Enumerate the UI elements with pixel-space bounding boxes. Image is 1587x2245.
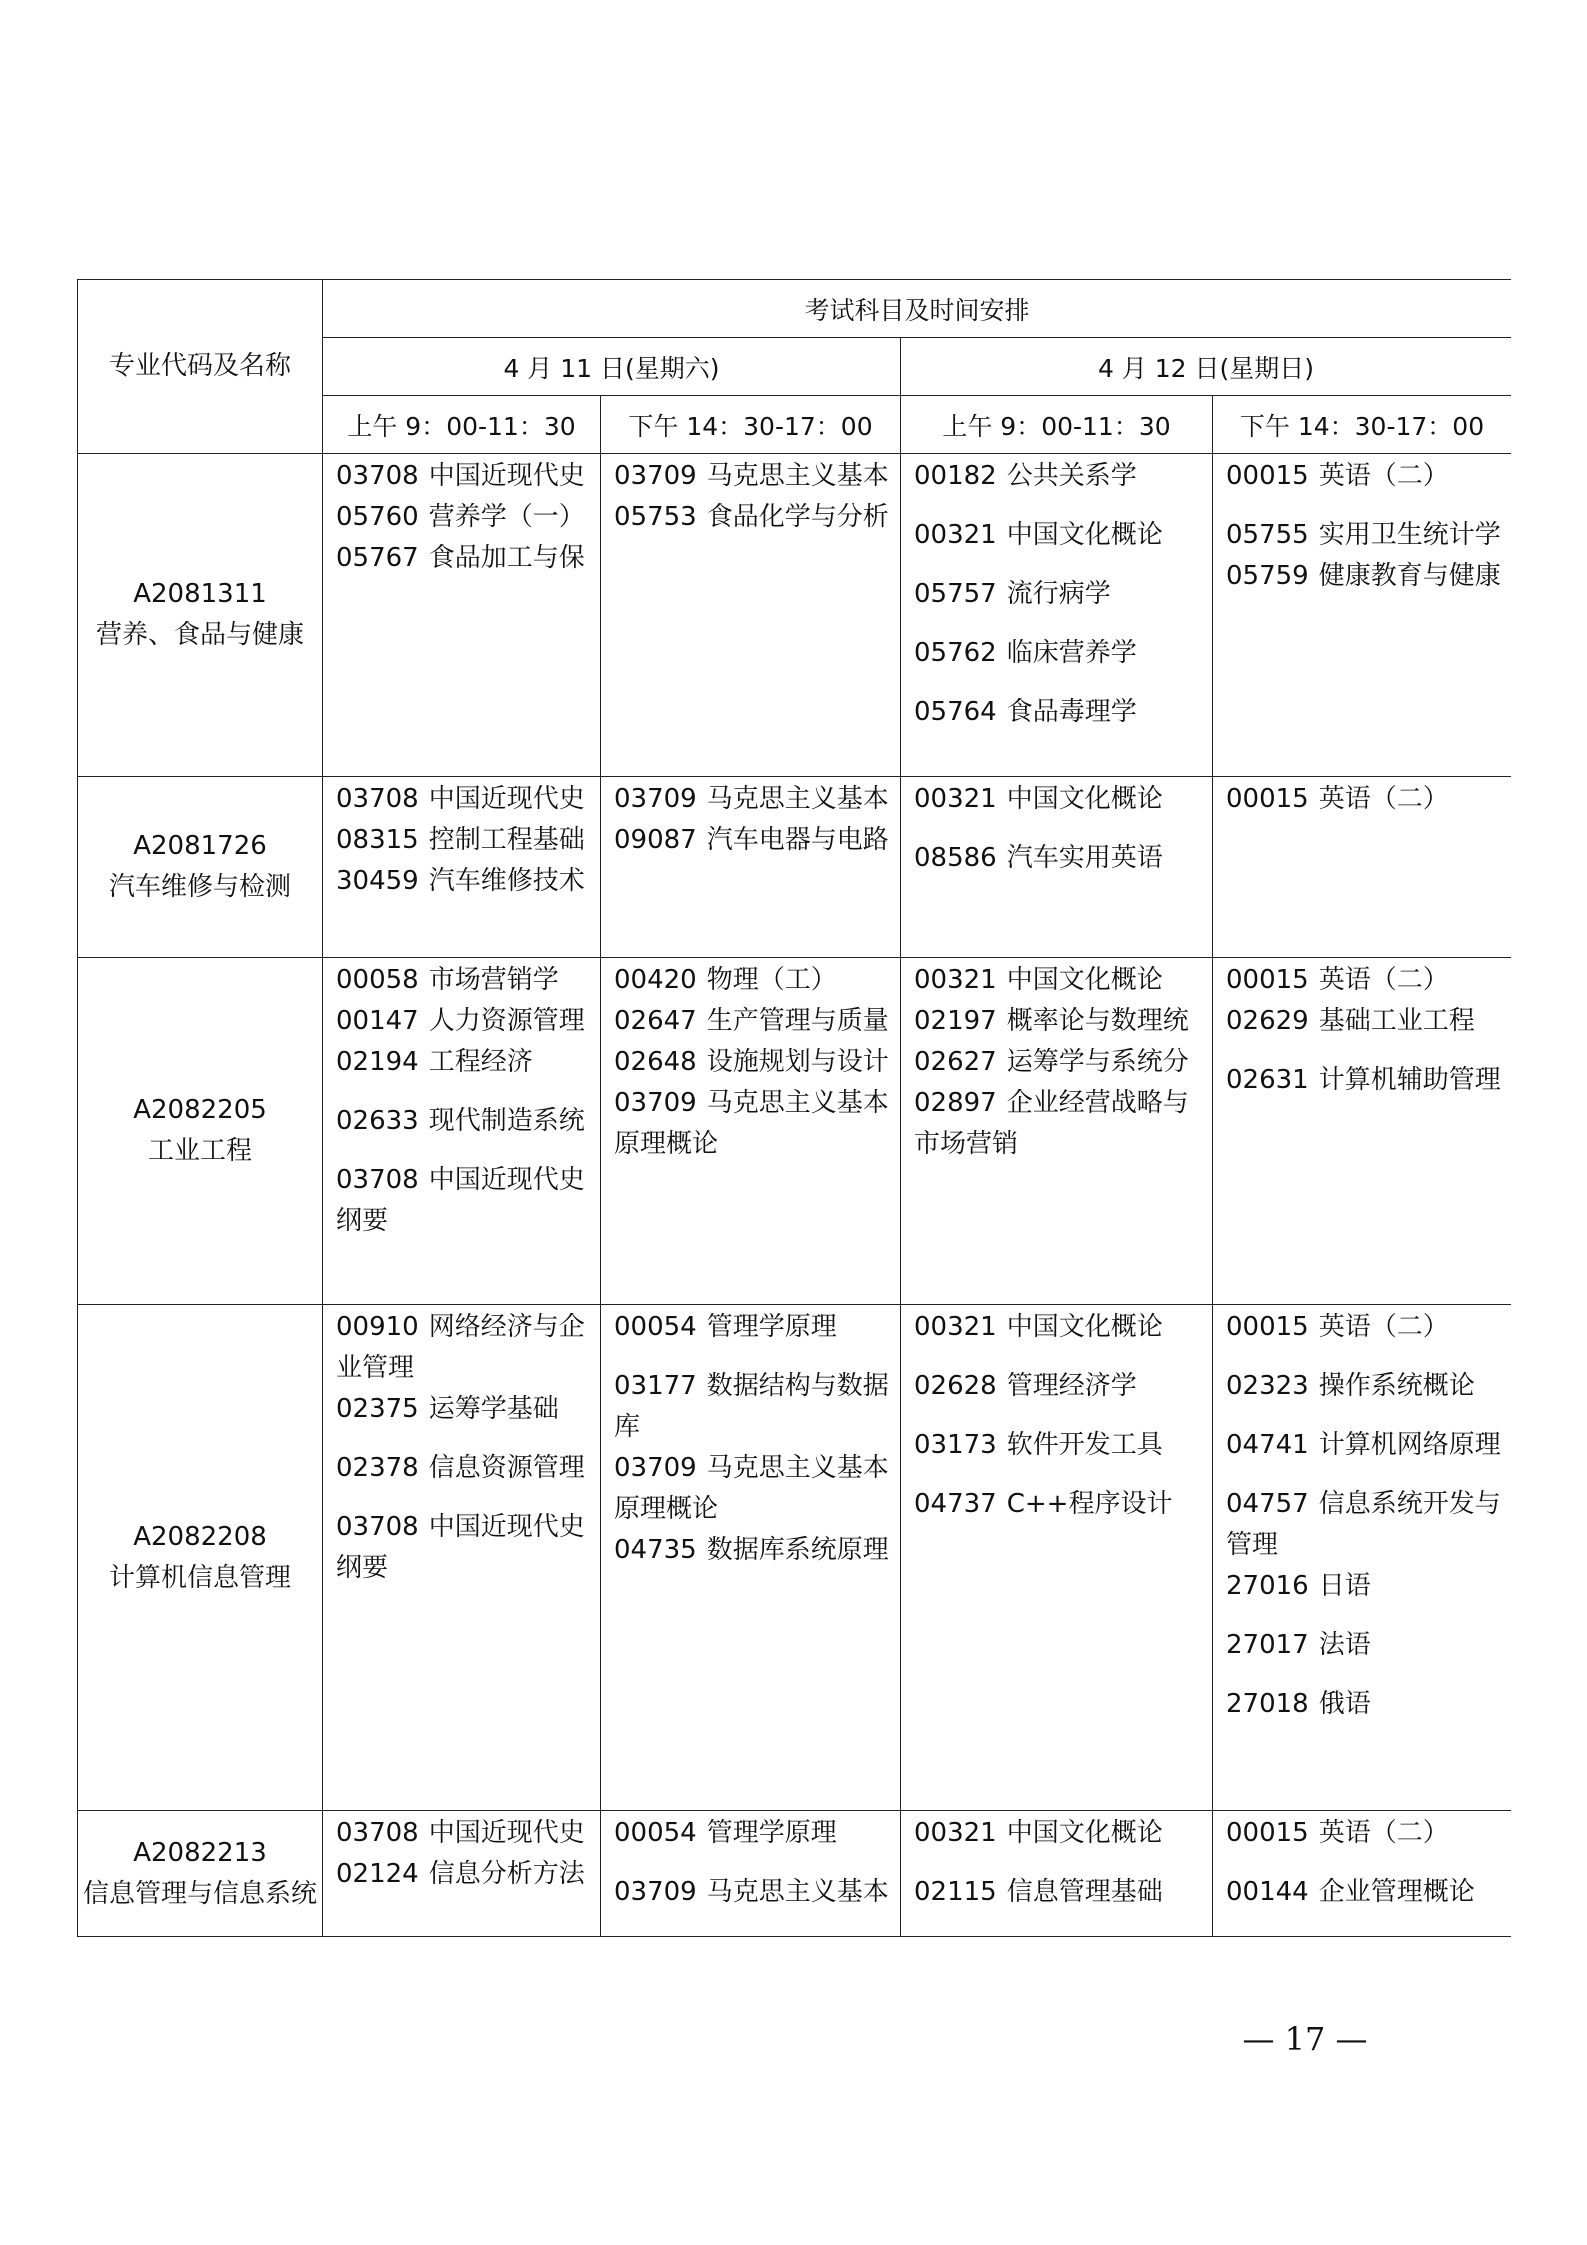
course-name: 中国近现代史 bbox=[428, 1818, 585, 1844]
course-code: 00321 bbox=[914, 520, 997, 550]
course-cell bbox=[601, 1811, 901, 1937]
course-name: 实用卫生统计学 bbox=[1318, 520, 1501, 550]
course-entry bbox=[1226, 1307, 1501, 1348]
course-code: 00321 bbox=[914, 1312, 997, 1342]
course-code: 00910 bbox=[336, 1312, 419, 1342]
course-name: 工程经济 bbox=[428, 1047, 533, 1077]
major-code: A2082208 bbox=[133, 1521, 267, 1552]
course-name: 马克思主义基本 bbox=[706, 1877, 889, 1903]
course-entry bbox=[914, 1307, 1202, 1348]
course-name: 计算机网络原理 bbox=[1318, 1430, 1501, 1460]
course-code: 02628 bbox=[914, 1371, 997, 1401]
course-entry bbox=[1226, 556, 1501, 587]
course-name: 汽车实用英语 bbox=[1006, 843, 1163, 869]
slot-header-sun-pm: 下午 14：30-17：00 bbox=[1213, 396, 1512, 454]
course-name: 计算机辅助管理 bbox=[1318, 1065, 1501, 1095]
course-code: 03708 bbox=[336, 784, 419, 810]
course-code: 05762 bbox=[914, 638, 997, 668]
course-code: 00015 bbox=[1226, 784, 1309, 814]
course-name: 中国近现代史 bbox=[428, 461, 585, 487]
course-entry bbox=[1226, 1425, 1501, 1466]
course-name: 操作系统概论 bbox=[1318, 1371, 1475, 1401]
course-entry bbox=[336, 820, 590, 861]
course-entry bbox=[336, 960, 590, 1001]
course-entry bbox=[1226, 1060, 1501, 1101]
course-name: 运筹学与系统分 bbox=[1006, 1047, 1189, 1073]
course-entry bbox=[1226, 456, 1501, 497]
course-cell bbox=[1213, 958, 1512, 1305]
course-name: 英语（二） bbox=[1318, 461, 1449, 491]
course-name: 数据结构与数据库 bbox=[614, 1371, 889, 1442]
course-cell bbox=[901, 1305, 1213, 1811]
exam-schedule-page bbox=[77, 279, 1511, 1943]
course-entry bbox=[1226, 1813, 1501, 1854]
course-entry bbox=[1226, 1566, 1501, 1607]
course-name: 概率论与数理统 bbox=[1006, 1006, 1189, 1032]
major-cell bbox=[78, 1305, 323, 1811]
course-entry bbox=[914, 779, 1202, 820]
course-entry bbox=[614, 820, 890, 851]
course-code: 04757 bbox=[1226, 1489, 1309, 1519]
course-entry bbox=[914, 1083, 1202, 1165]
course-name: 马克思主义基本 bbox=[706, 461, 889, 487]
course-name: 马克思主义基本 bbox=[706, 784, 889, 810]
course-code: 03708 bbox=[336, 461, 419, 487]
course-name: 法语 bbox=[1318, 1630, 1371, 1660]
course-cell bbox=[1213, 777, 1512, 958]
course-code: 02197 bbox=[914, 1006, 997, 1032]
course-name: 英语（二） bbox=[1318, 965, 1449, 995]
course-cell bbox=[323, 454, 601, 777]
course-entry bbox=[336, 1507, 590, 1589]
major-name: 汽车维修与检测 bbox=[108, 872, 291, 902]
course-entry bbox=[914, 1042, 1202, 1073]
day-header-apr12: 4 月 12 日(星期日) bbox=[901, 338, 1512, 396]
course-name: 人力资源管理 bbox=[428, 1006, 585, 1032]
course-name: 信息系统开发与管理 bbox=[1226, 1489, 1501, 1560]
course-name: 中国文化概论 bbox=[1006, 1818, 1163, 1848]
course-name: 市场营销学 bbox=[428, 965, 559, 995]
course-name: 生产管理与质量 bbox=[706, 1006, 889, 1032]
course-name: 汽车维修技术 bbox=[428, 866, 585, 892]
course-name: 流行病学 bbox=[1006, 579, 1111, 609]
major-code: A2081311 bbox=[133, 579, 267, 609]
course-code: 00054 bbox=[614, 1818, 697, 1848]
course-code: 03708 bbox=[336, 1818, 419, 1844]
course-entry bbox=[1226, 515, 1501, 556]
course-code: 05757 bbox=[914, 579, 997, 609]
course-entry bbox=[614, 1042, 890, 1073]
course-code: 02627 bbox=[914, 1047, 997, 1073]
course-name: 数据库系统原理 bbox=[706, 1535, 889, 1565]
course-entry bbox=[1226, 1872, 1501, 1913]
course-code: 03709 bbox=[614, 461, 697, 487]
course-entry bbox=[614, 1307, 890, 1348]
course-entry bbox=[1226, 779, 1501, 820]
course-entry bbox=[336, 1160, 590, 1242]
course-name: 网络经济与企业管理 bbox=[336, 1312, 585, 1383]
course-cell bbox=[323, 958, 601, 1305]
course-entry bbox=[614, 779, 890, 810]
course-cell bbox=[901, 777, 1213, 958]
course-code: 05755 bbox=[1226, 520, 1309, 550]
course-entry bbox=[1226, 1001, 1501, 1042]
course-entry bbox=[336, 497, 590, 538]
course-name: C++程序设计 bbox=[1006, 1489, 1173, 1519]
course-name: 管理经济学 bbox=[1006, 1371, 1137, 1401]
course-name: 软件开发工具 bbox=[1006, 1430, 1163, 1460]
course-entry bbox=[336, 1307, 590, 1389]
course-code: 02631 bbox=[1226, 1065, 1309, 1095]
table-row bbox=[78, 454, 1512, 777]
major-name: 计算机信息管理 bbox=[108, 1562, 291, 1593]
course-entry bbox=[914, 1484, 1202, 1525]
course-name: 营养学（一） bbox=[428, 502, 585, 532]
course-cell bbox=[601, 1305, 901, 1811]
course-code: 09087 bbox=[614, 825, 697, 851]
course-entry bbox=[614, 497, 890, 528]
course-entry bbox=[614, 1366, 890, 1448]
course-entry bbox=[336, 1042, 590, 1083]
course-code: 03709 bbox=[614, 1453, 697, 1483]
course-entry bbox=[914, 456, 1202, 497]
course-name: 临床营养学 bbox=[1006, 638, 1137, 668]
course-entry bbox=[1226, 1484, 1501, 1566]
course-entry bbox=[914, 1813, 1202, 1854]
course-entry bbox=[914, 515, 1202, 556]
course-code: 00420 bbox=[614, 965, 697, 995]
course-code: 04735 bbox=[614, 1535, 697, 1565]
course-name: 运筹学基础 bbox=[428, 1394, 559, 1424]
page-number: — 17 — bbox=[1242, 2020, 1368, 2058]
course-code: 00058 bbox=[336, 965, 419, 995]
major-code: A2082213 bbox=[133, 1837, 267, 1868]
course-name: 中国文化概论 bbox=[1006, 965, 1163, 995]
course-cell bbox=[323, 1305, 601, 1811]
course-name: 管理学原理 bbox=[706, 1818, 837, 1848]
course-name: 俄语 bbox=[1318, 1689, 1371, 1719]
course-code: 08586 bbox=[914, 843, 997, 869]
course-name: 信息资源管理 bbox=[428, 1453, 585, 1483]
course-name: 英语（二） bbox=[1318, 784, 1449, 814]
major-name: 工业工程 bbox=[147, 1136, 252, 1166]
course-entry bbox=[1226, 1684, 1501, 1725]
course-cell bbox=[323, 777, 601, 958]
schedule-header: 考试科目及时间安排 bbox=[323, 280, 1512, 338]
major-column-header: 专业代码及名称 bbox=[78, 280, 323, 454]
course-cell bbox=[901, 454, 1213, 777]
course-entry bbox=[336, 1001, 590, 1032]
course-code: 05767 bbox=[336, 543, 419, 569]
course-name: 信息管理基础 bbox=[1006, 1877, 1163, 1907]
major-cell bbox=[78, 454, 323, 777]
course-code: 00015 bbox=[1226, 461, 1309, 491]
course-name: 食品毒理学 bbox=[1006, 697, 1137, 727]
course-entry bbox=[336, 1854, 590, 1895]
course-entry bbox=[336, 1389, 590, 1430]
course-name: 中国近现代史纲要 bbox=[336, 1512, 585, 1583]
course-name: 基础工业工程 bbox=[1318, 1006, 1475, 1036]
course-entry bbox=[914, 633, 1202, 674]
course-name: 食品加工与保 bbox=[428, 543, 585, 569]
course-code: 02323 bbox=[1226, 1371, 1309, 1401]
course-code: 02194 bbox=[336, 1047, 419, 1077]
course-code: 00182 bbox=[914, 461, 997, 491]
course-name: 中国近现代史纲要 bbox=[336, 1165, 585, 1236]
course-name: 控制工程基础 bbox=[428, 825, 585, 855]
course-name: 信息分析方法 bbox=[428, 1859, 585, 1889]
course-entry bbox=[914, 1001, 1202, 1032]
course-code: 02378 bbox=[336, 1453, 419, 1483]
course-entry bbox=[914, 692, 1202, 733]
course-code: 02897 bbox=[914, 1088, 997, 1118]
course-name: 公共关系学 bbox=[1006, 461, 1137, 491]
course-code: 00015 bbox=[1226, 1312, 1309, 1342]
major-cell bbox=[78, 958, 323, 1305]
major-cell bbox=[78, 1811, 323, 1937]
course-code: 03708 bbox=[336, 1165, 419, 1195]
course-entry bbox=[914, 960, 1202, 1001]
course-code: 00015 bbox=[1226, 965, 1309, 995]
course-code: 00015 bbox=[1226, 1818, 1309, 1848]
course-code: 03708 bbox=[336, 1512, 419, 1542]
major-name: 营养、食品与健康 bbox=[95, 620, 304, 650]
course-entry bbox=[1226, 960, 1501, 1001]
course-entry bbox=[614, 1001, 890, 1032]
course-entry bbox=[336, 1448, 590, 1489]
course-code: 03709 bbox=[614, 784, 697, 810]
course-code: 02647 bbox=[614, 1006, 697, 1032]
course-code: 04741 bbox=[1226, 1430, 1309, 1460]
course-name: 马克思主义基本原理概论 bbox=[614, 1453, 889, 1524]
course-entry bbox=[336, 861, 590, 892]
course-entry bbox=[914, 1872, 1202, 1913]
course-name: 英语（二） bbox=[1318, 1818, 1449, 1848]
major-code: A2082205 bbox=[133, 1095, 267, 1125]
course-entry bbox=[614, 1083, 890, 1165]
course-cell bbox=[1213, 454, 1512, 777]
course-name: 中国文化概论 bbox=[1006, 520, 1163, 550]
major-code: A2081726 bbox=[133, 831, 267, 861]
course-cell bbox=[601, 454, 901, 777]
course-code: 05764 bbox=[914, 697, 997, 727]
course-entry bbox=[336, 1813, 590, 1844]
table-row bbox=[78, 958, 1512, 1305]
course-name: 食品化学与分析 bbox=[706, 502, 889, 528]
course-entry bbox=[614, 1448, 890, 1530]
course-code: 02629 bbox=[1226, 1006, 1309, 1036]
course-code: 02375 bbox=[336, 1394, 419, 1424]
course-cell bbox=[1213, 1811, 1512, 1937]
course-code: 02633 bbox=[336, 1106, 419, 1136]
table-row bbox=[78, 777, 1512, 958]
course-code: 03173 bbox=[914, 1430, 997, 1460]
course-code: 08315 bbox=[336, 825, 419, 855]
course-name: 中国文化概论 bbox=[1006, 1312, 1163, 1342]
course-code: 30459 bbox=[336, 866, 419, 892]
day-header-apr11: 4 月 11 日(星期六) bbox=[323, 338, 901, 396]
course-code: 03177 bbox=[614, 1371, 697, 1401]
course-entry bbox=[914, 1366, 1202, 1407]
course-cell bbox=[1213, 1305, 1512, 1811]
course-entry bbox=[336, 456, 590, 487]
major-name: 信息管理与信息系统 bbox=[82, 1878, 317, 1909]
major-cell bbox=[78, 777, 323, 958]
course-code: 00147 bbox=[336, 1006, 419, 1032]
course-code: 03709 bbox=[614, 1088, 697, 1118]
course-code: 05760 bbox=[336, 502, 419, 532]
course-entry bbox=[614, 960, 890, 1001]
course-code: 00321 bbox=[914, 784, 997, 814]
course-entry bbox=[614, 1530, 890, 1571]
course-name: 健康教育与健康 bbox=[1318, 561, 1501, 587]
course-code: 02115 bbox=[914, 1877, 997, 1907]
course-entry bbox=[614, 1813, 890, 1854]
course-code: 04737 bbox=[914, 1489, 997, 1519]
course-name: 中国文化概论 bbox=[1006, 784, 1163, 814]
course-entry bbox=[1226, 1366, 1501, 1407]
course-cell bbox=[901, 1811, 1213, 1937]
course-code: 27018 bbox=[1226, 1689, 1309, 1719]
course-name: 日语 bbox=[1318, 1571, 1371, 1601]
course-code: 03709 bbox=[614, 1877, 697, 1903]
slot-header-sun-am: 上午 9：00-11：30 bbox=[901, 396, 1213, 454]
course-name: 英语（二） bbox=[1318, 1312, 1449, 1342]
course-code: 02124 bbox=[336, 1859, 419, 1889]
course-entry bbox=[614, 456, 890, 487]
exam-schedule-table bbox=[77, 279, 1511, 1937]
course-code: 00321 bbox=[914, 965, 997, 995]
course-name: 企业经营战略与市场营销 bbox=[914, 1088, 1189, 1159]
course-code: 27017 bbox=[1226, 1630, 1309, 1660]
course-entry bbox=[914, 838, 1202, 869]
course-cell bbox=[901, 958, 1213, 1305]
course-entry bbox=[336, 1101, 590, 1142]
course-name: 物理（工） bbox=[706, 965, 837, 995]
course-entry bbox=[614, 1872, 890, 1903]
course-name: 管理学原理 bbox=[706, 1312, 837, 1342]
course-entry bbox=[336, 538, 590, 569]
course-entry bbox=[336, 779, 590, 810]
course-code: 00321 bbox=[914, 1818, 997, 1848]
course-code: 05753 bbox=[614, 502, 697, 528]
course-code: 05759 bbox=[1226, 561, 1309, 587]
course-entry bbox=[914, 1425, 1202, 1466]
course-name: 马克思主义基本原理概论 bbox=[614, 1088, 889, 1159]
slot-header-sat-pm: 下午 14：30-17：00 bbox=[601, 396, 901, 454]
course-code: 00054 bbox=[614, 1312, 697, 1342]
course-cell bbox=[601, 777, 901, 958]
course-name: 企业管理概论 bbox=[1318, 1877, 1475, 1907]
course-entry bbox=[1226, 1625, 1501, 1666]
course-name: 设施规划与设计 bbox=[706, 1047, 889, 1073]
course-name: 现代制造系统 bbox=[428, 1106, 585, 1136]
slot-header-sat-am: 上午 9：00-11：30 bbox=[323, 396, 601, 454]
course-cell bbox=[323, 1811, 601, 1937]
course-entry bbox=[914, 574, 1202, 615]
course-code: 02648 bbox=[614, 1047, 697, 1073]
course-cell bbox=[601, 958, 901, 1305]
course-code: 27016 bbox=[1226, 1571, 1309, 1601]
course-code: 00144 bbox=[1226, 1877, 1309, 1907]
table-row bbox=[78, 1305, 1512, 1811]
course-name: 中国近现代史 bbox=[428, 784, 585, 810]
course-name: 汽车电器与电路 bbox=[706, 825, 889, 851]
table-row bbox=[78, 1811, 1512, 1937]
